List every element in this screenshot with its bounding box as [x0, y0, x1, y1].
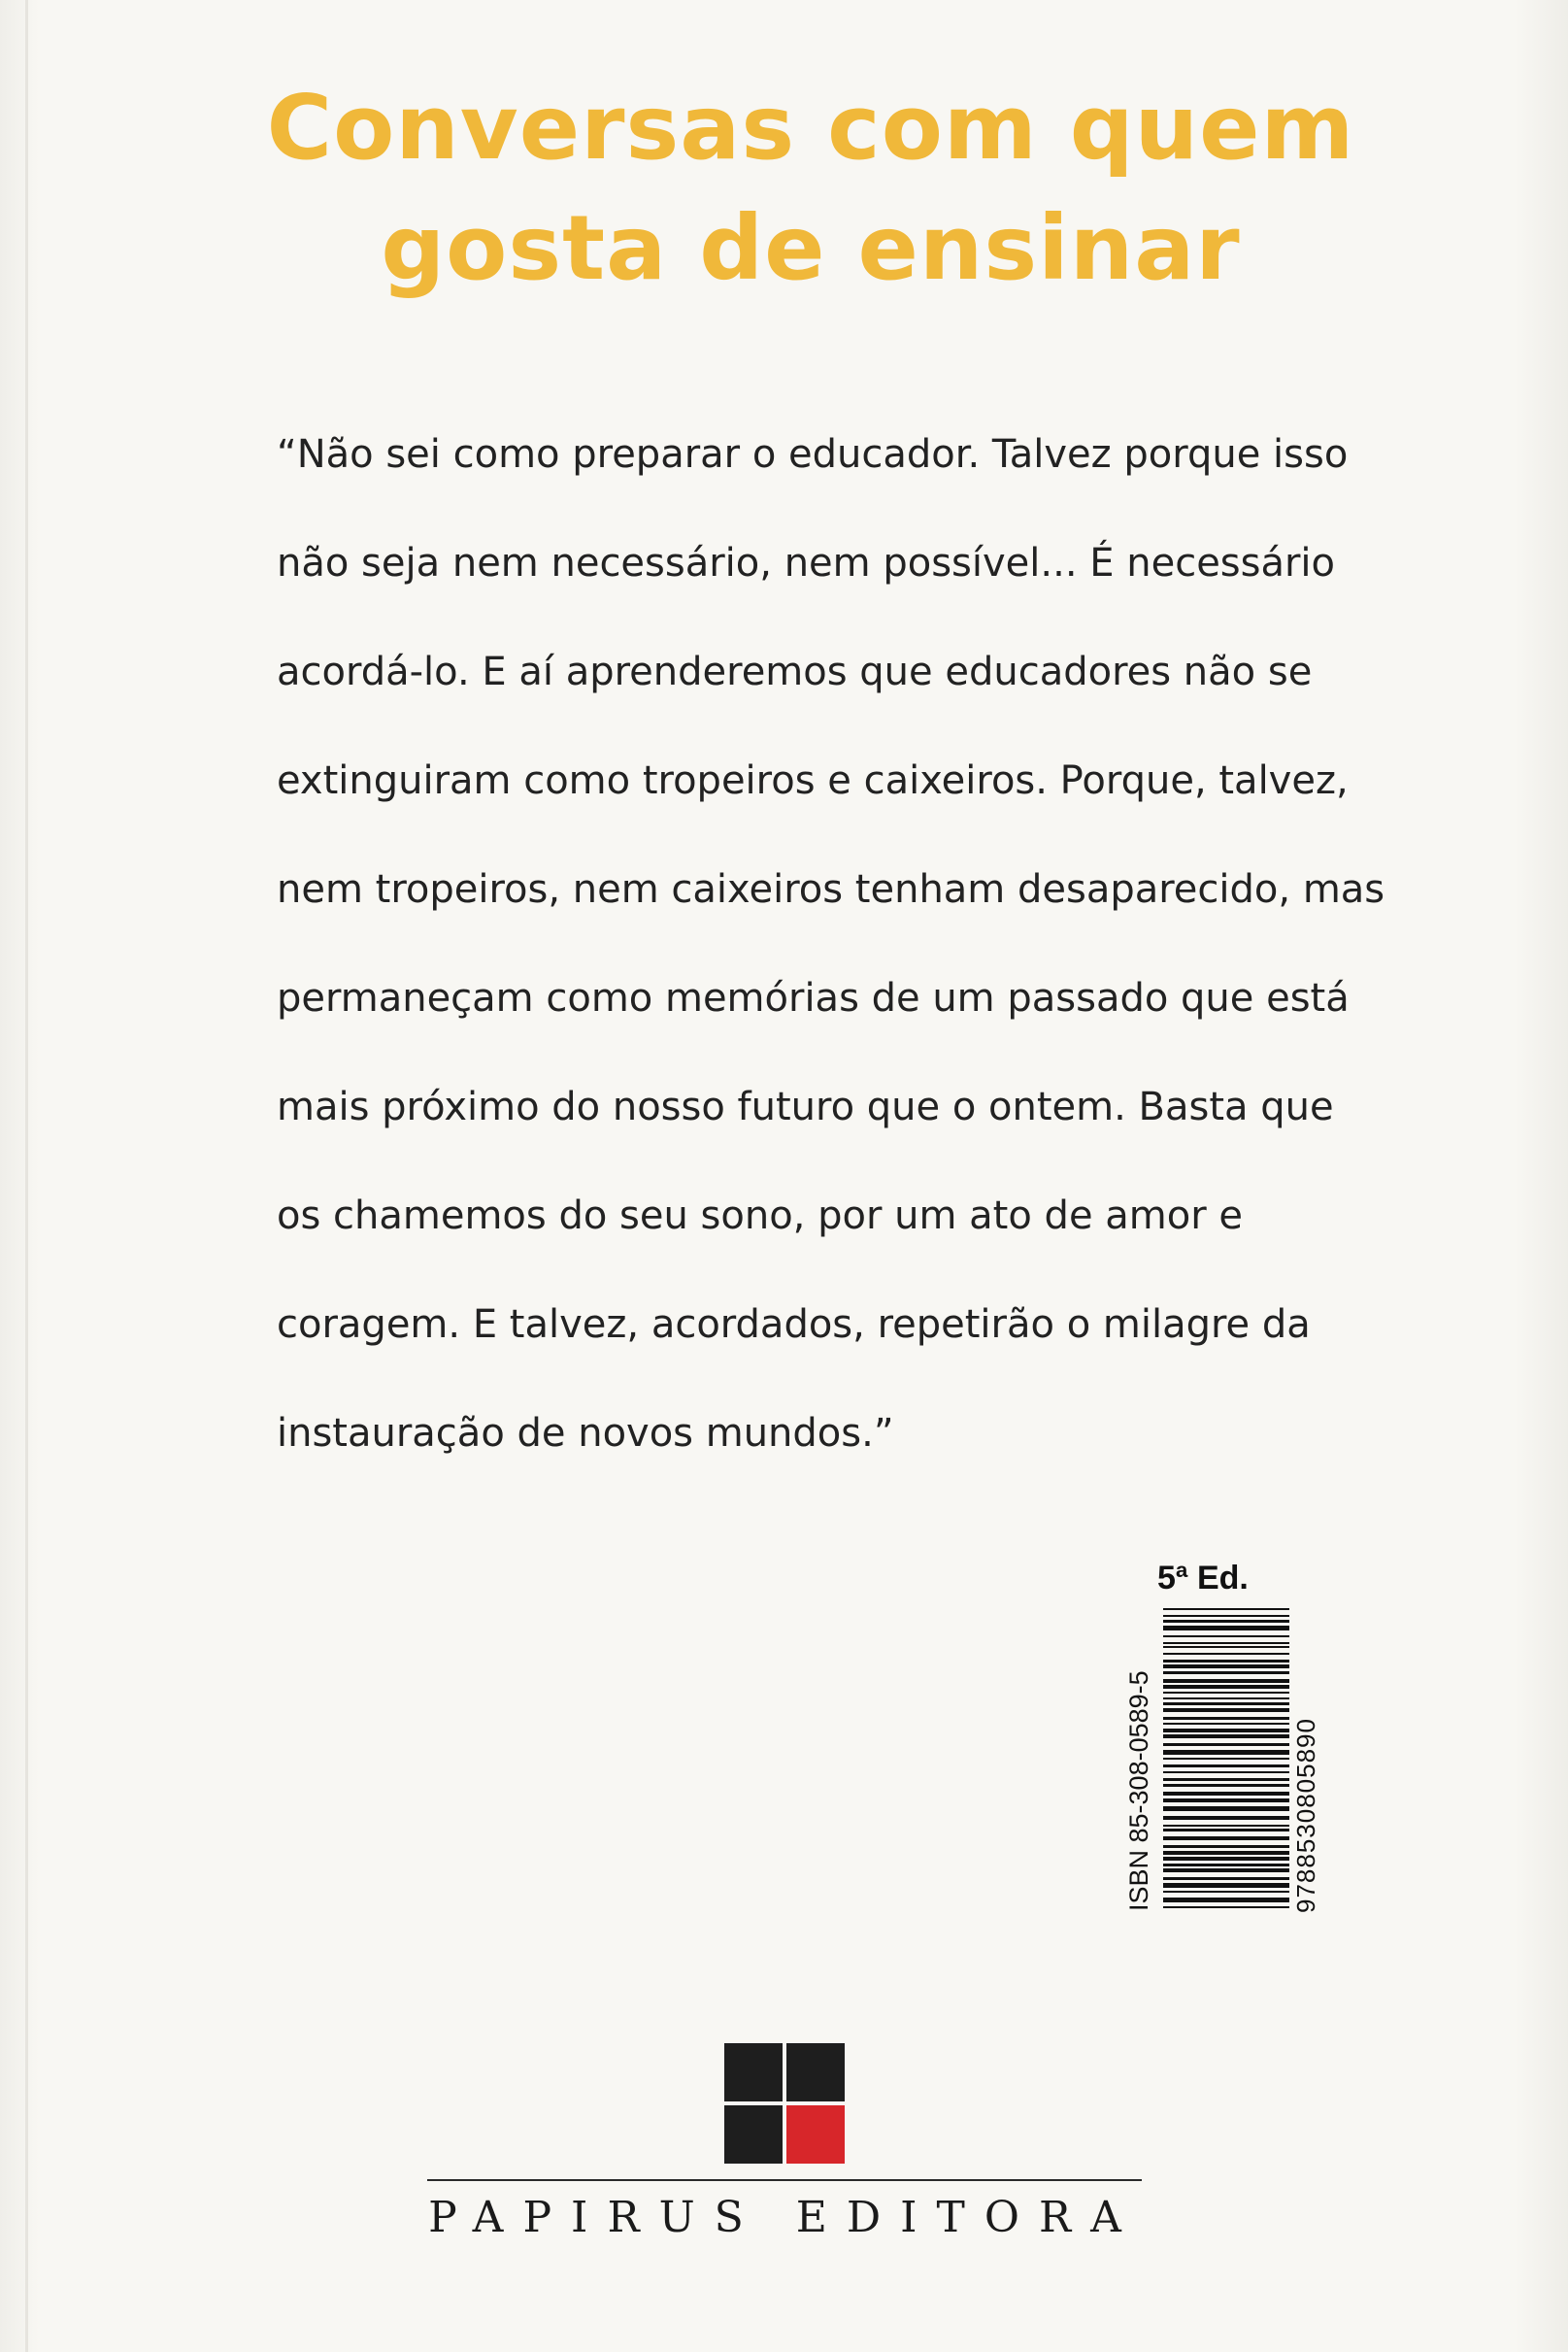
quote-line: nem tropeiros, nem caixeiros tenham desaparecido, mas: [277, 867, 1385, 912]
barcode-bar: [1163, 1653, 1289, 1655]
barcode-bar: [1163, 1857, 1289, 1861]
quote-line: “Não sei como preparar o educador. Talvez porque isso: [277, 432, 1349, 477]
publisher-divider: [427, 2179, 1142, 2181]
barcode-bar: [1163, 1626, 1289, 1630]
barcode-bar: [1163, 1836, 1289, 1840]
logo-square: [724, 2105, 783, 2164]
quote-line: os chamemos do seu sono, por um ato de amor e: [277, 1193, 1243, 1238]
barcode-bar: [1163, 1750, 1289, 1755]
barcode-bar: [1163, 1898, 1289, 1902]
barcode-bar: [1163, 1868, 1289, 1872]
barcode-bar: [1163, 1660, 1289, 1663]
barcode-bar: [1163, 1758, 1289, 1760]
barcode-bar: [1163, 1906, 1289, 1908]
barcode-bar: [1163, 1864, 1289, 1866]
barcode-bar: [1163, 1784, 1289, 1787]
barcode-bar: [1163, 1816, 1289, 1820]
barcode-bar: [1163, 1697, 1289, 1699]
barcode-bar: [1163, 1883, 1289, 1888]
blurb-quote: [277, 400, 1385, 1488]
barcode-bar: [1163, 1608, 1289, 1610]
barcode-bar: [1163, 1723, 1289, 1725]
barcode-bar: [1163, 1642, 1289, 1644]
quote-line: permaneçam como memórias de um passado que está: [277, 976, 1350, 1021]
papirus-logo-icon: [724, 2043, 845, 2164]
barcode-bar: [1163, 1671, 1289, 1674]
cover-fold-line: [25, 0, 28, 2352]
barcode-bar: [1163, 1702, 1289, 1705]
barcode-bar: [1163, 1829, 1289, 1831]
barcode-bar: [1163, 1685, 1289, 1689]
logo-square-red: [786, 2105, 845, 2164]
barcode-bar: [1163, 1764, 1289, 1767]
barcode-bar: [1163, 1692, 1289, 1694]
barcode-bar: [1163, 1664, 1289, 1668]
barcode-bar: [1163, 1708, 1289, 1712]
quote-line: instauração de novos mundos.”: [277, 1411, 894, 1456]
barcode-bar: [1163, 1615, 1289, 1617]
quote-line: extinguiram como tropeiros e caixeiros. Porque, talvez,: [277, 758, 1349, 803]
publisher-name: PAPIRUS EDITORA: [428, 2193, 1141, 2242]
title-line: gosta de ensinar: [381, 196, 1241, 300]
barcode-bar: [1163, 1806, 1289, 1811]
logo-square: [724, 2043, 783, 2101]
barcode-bar: [1163, 1771, 1289, 1773]
barcode-bar: [1163, 1646, 1289, 1648]
barcode-bar: [1163, 1851, 1289, 1855]
quote-line: acordá-lo. E aí aprenderemos que educadores não se: [277, 650, 1313, 694]
barcode-bar: [1163, 1743, 1289, 1746]
title-line: Conversas com quem: [266, 76, 1355, 180]
quote-line: mais próximo do nosso futuro que o ontem. Basta que: [277, 1085, 1334, 1129]
barcode-icon: [1117, 1604, 1320, 1915]
book-title: [262, 68, 1359, 309]
barcode-bar: [1163, 1729, 1289, 1732]
barcode-bar: [1163, 1734, 1289, 1738]
barcode-digits: 9788530805890: [1291, 1718, 1320, 1913]
isbn-text: ISBN 85-308-0589-5: [1124, 1670, 1153, 1911]
barcode-bar: [1163, 1891, 1289, 1893]
barcode-bar: [1163, 1798, 1289, 1802]
barcode-bar: [1163, 1825, 1289, 1827]
barcode-bar: [1163, 1845, 1289, 1848]
logo-square: [786, 2043, 845, 2101]
barcode-bar: [1163, 1778, 1289, 1781]
barcode-bar: [1163, 1792, 1289, 1796]
quote-line: coragem. E talvez, acordados, repetirão o milagre da: [277, 1302, 1311, 1347]
barcode-bar: [1163, 1877, 1289, 1880]
barcode-bar: [1163, 1620, 1289, 1623]
barcode-bar: [1163, 1679, 1289, 1683]
quote-line: não seja nem necessário, nem possível... É necessário: [277, 541, 1336, 586]
barcode-bar: [1163, 1635, 1289, 1637]
edition-label: 5ª Ed.: [1157, 1560, 1249, 1596]
barcode-bar: [1163, 1717, 1289, 1720]
